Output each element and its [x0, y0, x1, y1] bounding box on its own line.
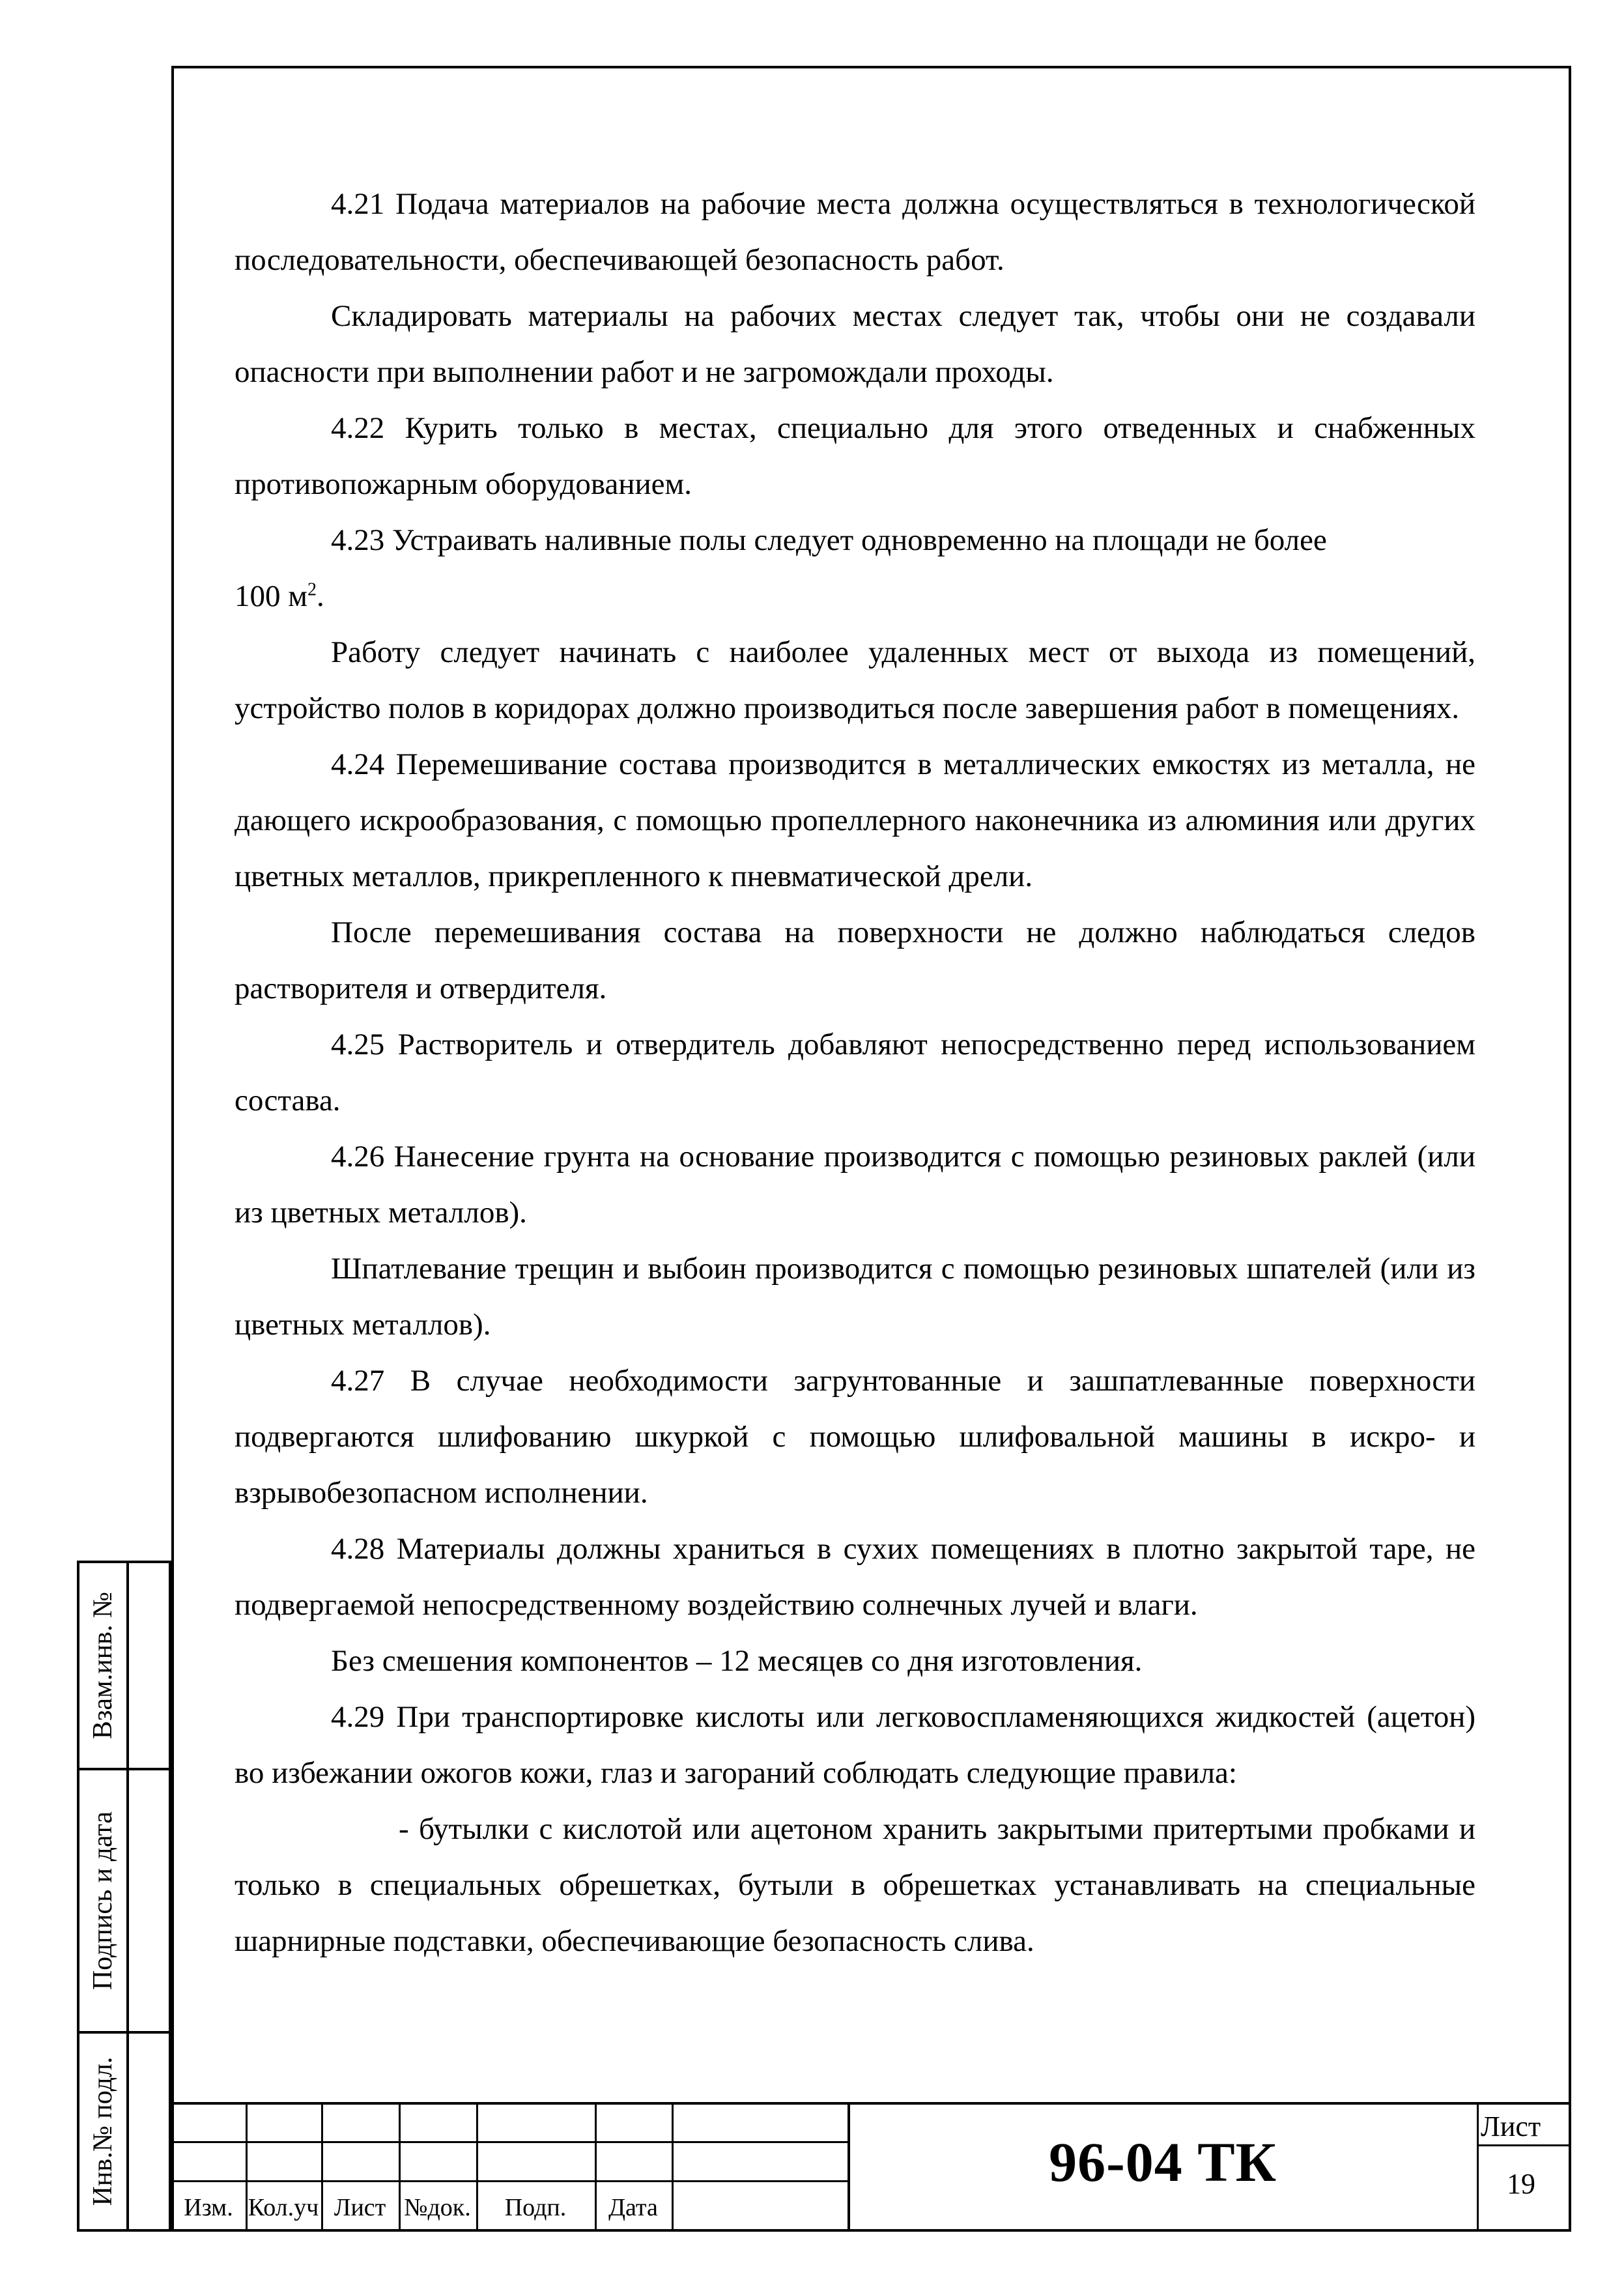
- paragraph: 4.27 В случае необходимости загрунтованные и зашпатлеванные поверхности подвергаются шлифованию шкуркой с помощью шлифовальной машины в искро- и взрывобезопасном исполнении.: [235, 1364, 1475, 1510]
- paragraph: 4.25 Растворитель и отвердитель добавляют непосредственно перед использованием состава.: [235, 1028, 1475, 1117]
- paragraph: Складировать материалы на рабочих местах следует так, чтобы они не создавали опасности при выполнении работ и не загромождали проходы.: [235, 299, 1475, 389]
- paragraph: 4.22 Курить только в местах, специально для этого отведенных и снабженных противопожарным оборудованием.: [235, 411, 1475, 501]
- paragraph: Без смешения компонентов – 12 месяцев со дня изготовления.: [331, 1644, 1143, 1678]
- sheet-label: Лист: [1481, 2111, 1541, 2142]
- stamp-exchange-inv: [77, 1561, 171, 1770]
- header-ndok: №док.: [404, 2194, 471, 2221]
- paragraph: 4.24 Перемешивание состава производится в металлических емкостях из металла, не дающего искрообразования, с помощью пропеллерного наконечника из алюминия или других цветных металлов, прикрепленного к пневматической дрели.: [235, 747, 1475, 893]
- stamp-sign-date-label: Подпись и дата: [88, 1811, 118, 1991]
- paragraph: Работу следует начинать с наиболее удаленных мест от выхода из помещений, устройство полов в коридорах должно производиться после завершения работ в помещениях.: [235, 635, 1475, 725]
- document-body: [235, 176, 1475, 1969]
- paragraph: Шпатлевание трещин и выбоин производится с помощью резиновых шпателей (или из цветных металлов).: [235, 1252, 1475, 1342]
- stamp-sign-date: [77, 1768, 171, 2034]
- paragraph: После перемешивания состава на поверхности не должно наблюдаться следов растворителя и отвердителя.: [235, 915, 1475, 1005]
- paragraph: 4.26 Нанесение грунта на основание производится с помощью резиновых раклей (или из цветных металлов).: [235, 1140, 1475, 1230]
- title-block: [171, 2102, 1571, 2232]
- header-podp: Подп.: [504, 2194, 567, 2221]
- paragraph: 4.23 Устраивать наливные полы следует одновременно на площади не более: [331, 523, 1327, 557]
- paragraph: 100 $м^2$.: [235, 579, 324, 613]
- paragraph: - бутылки с кислотой или ацетоном хранить закрытыми притертыми пробками и только в специальных обрешетках, бутыли в обрешетках устанавливать на специальные шарнирные подставки, обеспечивающие безопасность слива.: [235, 1812, 1475, 1958]
- stamp-original-inv-label: Инв.№ подл.: [88, 2056, 118, 2206]
- header-list: Лист: [334, 2194, 386, 2221]
- document-code: 96-04 ТК: [1049, 2131, 1277, 2193]
- header-data: Дата: [608, 2194, 658, 2221]
- stamp-exchange-inv-label: Взам.инв. №: [88, 1591, 118, 1740]
- stamp-original-inv: [77, 2031, 171, 2232]
- paragraph: 4.28 Материалы должны храниться в сухих помещениях в плотно закрытой таре, не подвергаемой непосредственному воздействию солнечных лучей и влаги.: [235, 1532, 1475, 1622]
- paragraph: 4.29 При транспортировке кислоты или легковоспламеняющихся жидкостей (ацетон) во избежании ожогов кожи, глаз и загораний соблюдать следующие правила:: [235, 1700, 1475, 1790]
- paragraph: 4.21 Подача материалов на рабочие места должна осуществляться в технологической последовательности, обеспечивающей безопасность работ.: [235, 187, 1475, 277]
- header-izm: Изм.: [184, 2194, 233, 2221]
- sheet-number: 19: [1507, 2168, 1535, 2200]
- header-kol-uch: Кол.уч: [248, 2194, 319, 2221]
